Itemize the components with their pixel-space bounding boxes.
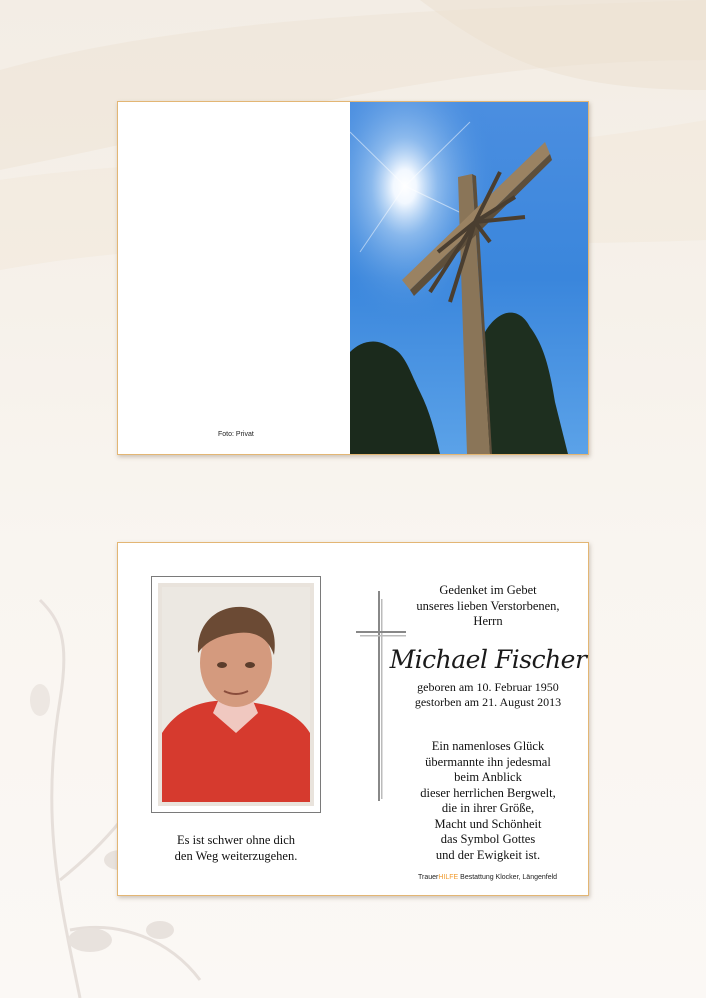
card-back bbox=[117, 101, 589, 455]
quote-line: Es ist schwer ohne dich bbox=[176, 833, 296, 847]
verse-line: das Symbol Gottes bbox=[440, 832, 536, 846]
intro-line: Gedenket im Gebet bbox=[439, 583, 537, 597]
memorial-quote bbox=[148, 832, 324, 864]
death-date: gestorben am 21. August 2013 bbox=[414, 694, 562, 709]
intro-line: unseres lieben Verstorbenen, bbox=[416, 598, 560, 613]
birth-date: geboren am 10. Februar 1950 bbox=[417, 680, 559, 694]
memorial-verse bbox=[388, 739, 588, 863]
card-front bbox=[117, 542, 589, 896]
brand-accent: HILFE bbox=[438, 874, 459, 881]
verse-line: dieser herrlichen Bergwelt, bbox=[420, 785, 556, 800]
life-dates bbox=[388, 680, 588, 709]
cross-summit-photo bbox=[350, 102, 588, 454]
quote-line: den Weg weiterzugehen. bbox=[174, 849, 298, 863]
portrait-frame bbox=[151, 576, 321, 813]
verse-line: die in ihrer Größe, bbox=[441, 801, 535, 815]
intro-line: Herrn bbox=[473, 614, 503, 628]
portrait-photo bbox=[158, 583, 314, 806]
verse-line: Ein namenloses Glück bbox=[431, 739, 545, 753]
deceased-name: Michael Fischer bbox=[389, 645, 587, 674]
verse-line: übermannte ihn jedesmal bbox=[425, 754, 551, 769]
verse-line: beim Anblick bbox=[454, 770, 522, 784]
funeral-home-credit bbox=[418, 874, 588, 881]
photo-credit: Foto: Privat bbox=[218, 431, 254, 438]
verse-line: und der Ewigkeit ist. bbox=[435, 847, 541, 862]
intro-text bbox=[388, 583, 588, 630]
brand-rest: Bestattung Klocker, Längenfeld bbox=[458, 874, 558, 881]
verse-line: Macht und Schönheit bbox=[434, 816, 542, 831]
brand-prefix: Trauer bbox=[418, 874, 439, 881]
